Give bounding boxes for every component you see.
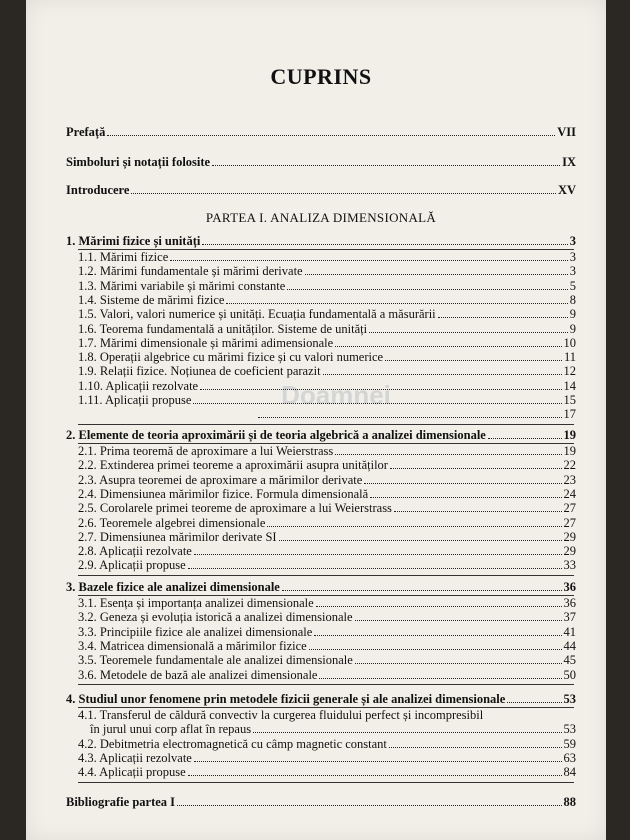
dot-leader bbox=[282, 590, 562, 591]
page-number: 9 bbox=[569, 307, 576, 322]
chapter-entry bbox=[66, 428, 576, 442]
page-number: 63 bbox=[563, 750, 576, 765]
page-number: 3 bbox=[569, 264, 576, 279]
book-page bbox=[26, 0, 606, 840]
page-number: 33 bbox=[563, 558, 576, 573]
page-number: 29 bbox=[563, 529, 576, 544]
entry-title: 1.4. Sisteme de mărimi fizice bbox=[78, 292, 225, 307]
entry-title: 4.4. Aplicații propuse bbox=[78, 765, 186, 780]
page-number: 53 bbox=[563, 722, 576, 737]
part-title: PARTEA I. ANALIZA DIMENSIONALĂ bbox=[205, 210, 437, 225]
entry-title: Simboluri și notații folosite bbox=[66, 155, 211, 169]
dot-leader bbox=[131, 193, 556, 194]
entry-title: 1.10. Aplicații rezolvate bbox=[78, 378, 199, 393]
page-number: 3 bbox=[569, 250, 576, 264]
page-number: 41 bbox=[563, 624, 576, 639]
entry-title: 3.3. Principiile fizice ale analizei dimensionale bbox=[78, 624, 313, 639]
entry-title: 2.2. Extinderea primei teoreme a aproximării asupra unităților bbox=[78, 458, 388, 473]
page-number: XV bbox=[557, 183, 576, 197]
entry-title: 3.4. Matricea dimensională a mărimilor fizice bbox=[78, 638, 307, 653]
entry-title: 1.11. Aplicații propuse bbox=[78, 393, 192, 407]
page-number: 19 bbox=[563, 428, 576, 442]
entry-title: 4. Studiul unor fenomene prin metodele fizicii generale și ale analizei dimensionale bbox=[66, 692, 506, 706]
page-number: 9 bbox=[569, 321, 576, 336]
entry-title: Bibliografie partea I bbox=[66, 795, 176, 809]
entry-title: Introducere bbox=[66, 183, 130, 197]
entry-title: în jurul unui corp aflat în repaus bbox=[90, 722, 252, 737]
page-number: 22 bbox=[563, 458, 576, 473]
section-entry-first-line: 4.1. Transferul de căldură convectiv la curgerea fluidului perfect și incompresibil bbox=[78, 708, 484, 722]
entry-title: 1. Mărimi fizice și unități bbox=[66, 234, 201, 248]
dot-leader bbox=[212, 165, 560, 166]
toc-front-entry bbox=[66, 183, 576, 197]
entry-title: 2.6. Teoremele algebrei dimensionale bbox=[78, 515, 266, 530]
page-title: CUPRINS bbox=[270, 64, 372, 89]
chapter-entry bbox=[66, 234, 576, 248]
entry-title: 2.5. Corolarele primei teoreme de aproximare a lui Weierstrass bbox=[78, 501, 392, 516]
page-number: VII bbox=[557, 125, 576, 139]
page-number: 24 bbox=[563, 486, 576, 501]
entry-title: 4.2. Debitmetria electromagnetică cu câmp magnetic constant bbox=[78, 736, 387, 751]
entry-title: 1.8. Operații algebrice cu mărimi fizice și cu valori numerice bbox=[78, 350, 384, 365]
entry-title: 1.3. Mărimi variabile și mărimi constante bbox=[78, 278, 286, 293]
page-number: 11 bbox=[563, 350, 576, 365]
section-box bbox=[78, 443, 574, 576]
entry-title: 2.7. Dimensiunea mărimilor derivate SI bbox=[78, 529, 277, 544]
page-number: 29 bbox=[563, 544, 576, 559]
chapter-entry bbox=[66, 580, 576, 594]
toc-front-entry bbox=[66, 155, 576, 169]
entry-title: 3.6. Metodele de bază ale analizei dimensionale bbox=[78, 667, 318, 682]
entry-title: 2. Elemente de teoria aproximării și de teoria algebrică a analizei dimensionale bbox=[66, 428, 486, 442]
entry-title: 1.7. Mărimi dimensionale și mărimi adimensionale bbox=[78, 335, 334, 350]
page-number: 27 bbox=[563, 501, 576, 516]
entry-title: 1.5. Valori, valori numerice și unități. Ecuația fundamentală a măsurării bbox=[78, 307, 436, 322]
section-box bbox=[78, 249, 574, 425]
entry-title: 1.2. Mărimi fundamentale și mărimi derivate bbox=[78, 264, 303, 279]
entry-title: 2.3. Asupra teoremei de aproximare a mărimilor derivate bbox=[78, 472, 363, 487]
bibliography-entry bbox=[66, 795, 576, 809]
dot-leader bbox=[177, 805, 561, 806]
watermark: Doamnei bbox=[281, 380, 391, 410]
dot-leader bbox=[202, 244, 567, 245]
page-number: 23 bbox=[563, 472, 576, 487]
toc-front-entry bbox=[66, 125, 576, 139]
dot-leader bbox=[488, 438, 562, 439]
page-number: 14 bbox=[563, 378, 576, 393]
page-number: 5 bbox=[569, 278, 576, 293]
entry-title: 2.4. Dimensiunea mărimilor fizice. Formula dimensională bbox=[78, 486, 369, 501]
entry-title: 3.1. Esența și importanța analizei dimensionale bbox=[78, 596, 314, 610]
entry-title: 4.3. Aplicații rezolvate bbox=[78, 750, 192, 765]
page-number: 27 bbox=[563, 515, 576, 530]
page-number: 50 bbox=[563, 667, 576, 682]
page-number: IX bbox=[562, 155, 576, 169]
chapter-entry bbox=[66, 692, 576, 706]
page-number: 53 bbox=[563, 692, 576, 706]
entry-title: 1.1. Mărimi fizice bbox=[78, 250, 169, 264]
entry-title: 2.1. Prima teoremă de aproximare a lui Weierstrass bbox=[78, 444, 334, 458]
page-number: 59 bbox=[563, 736, 576, 751]
page-number: 10 bbox=[563, 335, 576, 350]
page-number: 88 bbox=[563, 795, 576, 809]
page-number: 15 bbox=[563, 393, 576, 407]
page-number: 37 bbox=[563, 610, 576, 625]
page-number: 17 bbox=[563, 407, 576, 422]
page-number: 44 bbox=[563, 638, 576, 653]
page-number: 19 bbox=[563, 444, 576, 458]
page-number: 84 bbox=[563, 765, 576, 780]
section-box bbox=[78, 595, 574, 685]
page-number: 3 bbox=[569, 234, 576, 248]
dot-leader bbox=[107, 135, 555, 136]
entry-title: 3.5. Teoremele fundamentale ale analizei dimensionale bbox=[78, 653, 353, 668]
entry-title: 3.2. Geneza și evoluția istorică a analizei dimensionale bbox=[78, 610, 353, 625]
page-number: 8 bbox=[569, 292, 576, 307]
entry-title: 3. Bazele fizice ale analizei dimensionale bbox=[66, 580, 280, 594]
page-number: 36 bbox=[563, 596, 576, 610]
entry-title: 2.8. Aplicații rezolvate bbox=[78, 544, 192, 559]
entry-title: Prefață bbox=[66, 125, 106, 139]
page-number: 36 bbox=[563, 580, 576, 594]
section-box bbox=[78, 707, 574, 783]
page-number: 12 bbox=[563, 364, 576, 379]
entry-title: 2.9. Aplicații propuse bbox=[78, 558, 186, 573]
entry-title: 1.9. Relații fizice. Noțiunea de coeficient parazit bbox=[78, 364, 321, 379]
page-number: 45 bbox=[563, 653, 576, 668]
dot-leader bbox=[507, 702, 561, 703]
entry-title: 1.6. Teorema fundamentală a unităților. Sisteme de unități bbox=[78, 321, 368, 336]
